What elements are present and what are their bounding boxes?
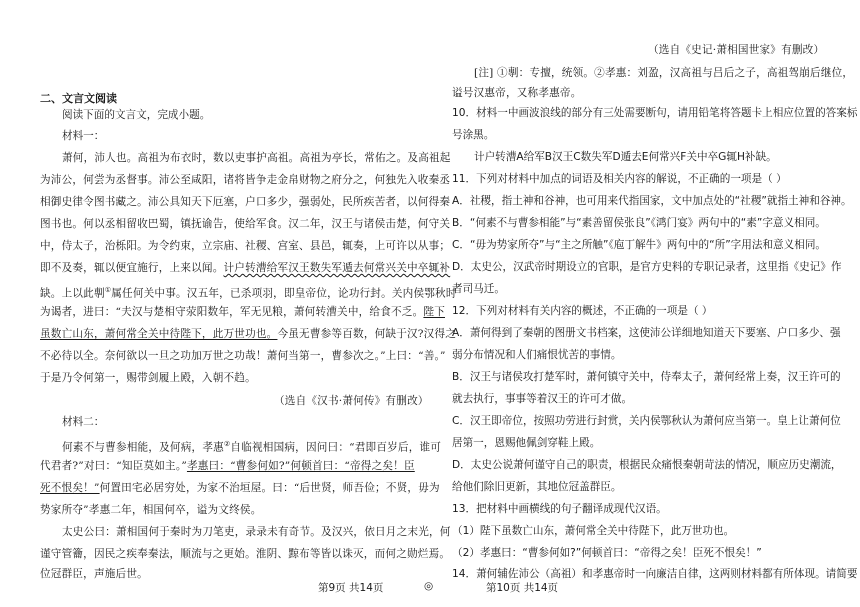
m1-source: （选自《汉书·萧何传》有删改） [274,395,429,407]
question-11: 11．下列对材料中加点的词语及相关内容的解说，不正确的一项是（ ） [452,173,787,185]
question-13: 13．把材料中画横线的句子翻译成现代汉语。 [452,503,667,515]
question-13-item-2: （2）孝惠曰：“曹参何如?”何顿首曰：“帝得之矣！臣死不恨矣！” [452,547,762,559]
source-top: （选自《史记·萧相国世家》有删改） [648,44,825,56]
question-11-option-d-cont: 者司马迁。 [452,283,505,295]
question-12-option-c: C．汉王即帝位，按照功劳进行封赏，关内侯鄂秋认为萧何应当第一。皇上让萧何位 [452,415,841,427]
material-2-label: 材料二： [62,416,105,428]
question-12-option-b: B．汉王与诸侯攻打楚军时，萧何镇守关中，侍奉太子，萧何经常上奏，汉王许可的 [452,371,841,383]
question-12-option-b-cont: 就去执行，事事等着汉王的许可才做。 [452,393,633,405]
m1-line-10: 不必待以全。奈何欲以一旦之功加万世之功哉！萧何当第一，曹参次之。”上曰：“善。” [40,350,446,362]
m1-line-11: 于是乃令何第一，赐带剑履上殿，入朝不趋。 [40,372,256,384]
material-1-label: 材料一： [62,130,105,142]
m1-line-6 [40,261,450,275]
question-11-option-a: A．社稷，指土神和谷神，也可用来代指国家，文中加点处的“社稷”就指土神和谷神。 [452,195,852,207]
question-10-cont: 号涂黑。 [452,129,495,141]
m2-line-1 [62,437,441,455]
m2-line-1c: 自临视相国病，因问曰：“君即百岁后，谁可 [230,441,442,454]
underlined-sentence-2: 孝惠曰：“曹参何如?”何顿首曰：“帝得之矣！臣 [186,460,415,472]
m1-line-8 [40,305,445,319]
m1-line-4: 图书也。何以丞相留收巴蜀，镇抚谕告，使给军食。汉二年，汉王与诸侯击楚，何守关 [40,218,451,230]
m1-line-7c: 属任何关中事。汉五年，已杀项羽，即皇帝位，论功行封。关内侯鄂秋时 [111,287,457,300]
wavy-sentence: 计户转漕给军汉王数失军遁去何常兴关中卒辄补 [223,262,451,274]
binding-symbol: ◎ [424,580,434,592]
m1-line-2: 为沛公，何尝为丞督事。沛公至咸阳，诸将皆争走金帛财物之府分之，何独先入收秦丞 [40,174,451,186]
m1-line-9b: 今虽无曹参等百数，何缺于汉?汉得之 [277,328,457,340]
underlined-sentence-2-end: 死不恨矣！” [40,482,100,494]
question-13-item-1: （1）陛下虽数亡山东，萧何常全关中待陛下，此万世功也。 [452,525,735,537]
question-12-option-a-cont: 弱分布情况和人们痛恨忧苦的事情。 [452,349,622,361]
note-line-2: 谥号汉惠帝，又称孝惠帝。 [452,87,582,99]
m2-line-4: 势家所夺”孝惠二年，相国何卒，谥为文终侯。 [40,504,262,516]
question-10: 10．材料一中画波浪线的部分有三处需要断句，请用铅笔将答题卡上相应位置的答案标 [452,107,858,119]
m1-line-8a: 为谒者，进曰：“夫汉与楚相守荥阳数年，军无见粮，萧何转漕关中，给食不乏。 [40,306,424,318]
question-11-option-d: D．太史公，汉武帝时期设立的官职，是官方史料的专职记录者，这里指《史记》作 [452,261,842,273]
m2-line-2 [40,459,415,473]
question-12-option-c-cont: 居第一，恩赐他佩剑穿鞋上殿。 [452,437,601,449]
question-12-option-d: D．太史公说萧何谨守自己的职责，根据民众痛恨秦朝苛法的情况，顺应历史潮流， [452,459,842,471]
m1-line-9 [40,327,456,341]
m1-line-3: 相御史律令图书藏之。沛公具知天下厄塞，户口多少，强弱处，民所疾苦者，以何得秦 [40,196,451,208]
m1-line-7a: 缺。上以此 [40,287,94,300]
m2-line-2a: 代君者?”对曰：“知臣莫如主。” [40,460,187,472]
page-number-left: 第9页 共14页 [318,582,384,594]
annotated-word: 剸 [93,287,105,300]
question-12: 12．下列对材料有关内容的概述，不正确的一项是（ ） [452,305,713,317]
underlined-sentence-1: 虽数亡山东，萧何常全关中待陛下，此万世功也。 [40,328,278,340]
m2-line-3b: 何置田宅必居穷处，为家不治垣屋。曰：“后世贤，师吾俭；不贤，毋为 [99,482,440,494]
question-12-option-d-cont: 给他们除旧更新，其地位冠盖群臣。 [452,481,622,493]
note-marker: ② [223,440,231,448]
m2-line-7: 位冠群臣，声施后世。 [40,568,148,580]
m2-line-1a: 何素不与曹参相能，及何病，孝惠 [62,441,224,454]
m1-line-7: 缺。上以此剸①属任何关中事。汉五年，已杀项羽，即皇帝位，论功行封。关内侯鄂秋时 [40,286,457,300]
question-11-option-c: C．“毋为势家所夺”与“主之所触”《庖丁解牛》两句中的“所”字用法和意义相同。 [452,239,827,251]
m1-line-6a: 即不及奏，辄以便宜施行，上来以闻。 [40,262,224,274]
m2-line-5: 太史公曰：萧相国何于秦时为刀笔吏，录录未有奇节。及汉兴，依日月之末光，何 [62,526,451,538]
instruction: 阅读下面的文言文，完成小题。 [62,109,211,121]
m2-line-3 [40,481,440,495]
m1-line-5: 中，侍太子，治栎阳。为令约束，立宗庙、社稷、宫室、县邑，辄奏，上可许以从事； [40,240,451,252]
question-10-options: 计户转漕A给军B汉王C数失军D遁去E何常兴F关中卒G辄H补缺。 [474,151,777,163]
underlined-start: 陛下 [423,306,445,318]
question-14: 14．萧何辅佐沛公（高祖）和孝惠帝时一向廉洁自律，这两则材料都有所体现。请简要 [452,568,858,580]
section-title: 二、文言文阅读 [40,92,117,105]
note-line-1: [注] ①剸：专擅，统领。②孝惠：刘盈，汉高祖与吕后之子，高祖驾崩后继位， [474,67,854,79]
page-number-right: 第10页 共14页 [486,582,559,594]
m2-line-6: 谨守管籥，因民之疾奉秦法，顺流与之更始。淮阴、黥布等皆以诛灭，而何之勋烂焉。 [40,548,451,560]
m1-line-1: 萧何，沛人也。高祖为布衣时，数以吏事护高祖。高祖为亭长，常佑之。及高祖起 [62,152,451,164]
question-12-option-a: A．萧何得到了秦朝的图册文书档案，这使沛公详细地知道天下要塞、户口多少、强 [452,327,841,339]
question-11-option-b: B．“何素不与曹参相能”与“素善留侯张良”《鸿门宴》两句中的“素”字意义相同。 [452,217,826,229]
